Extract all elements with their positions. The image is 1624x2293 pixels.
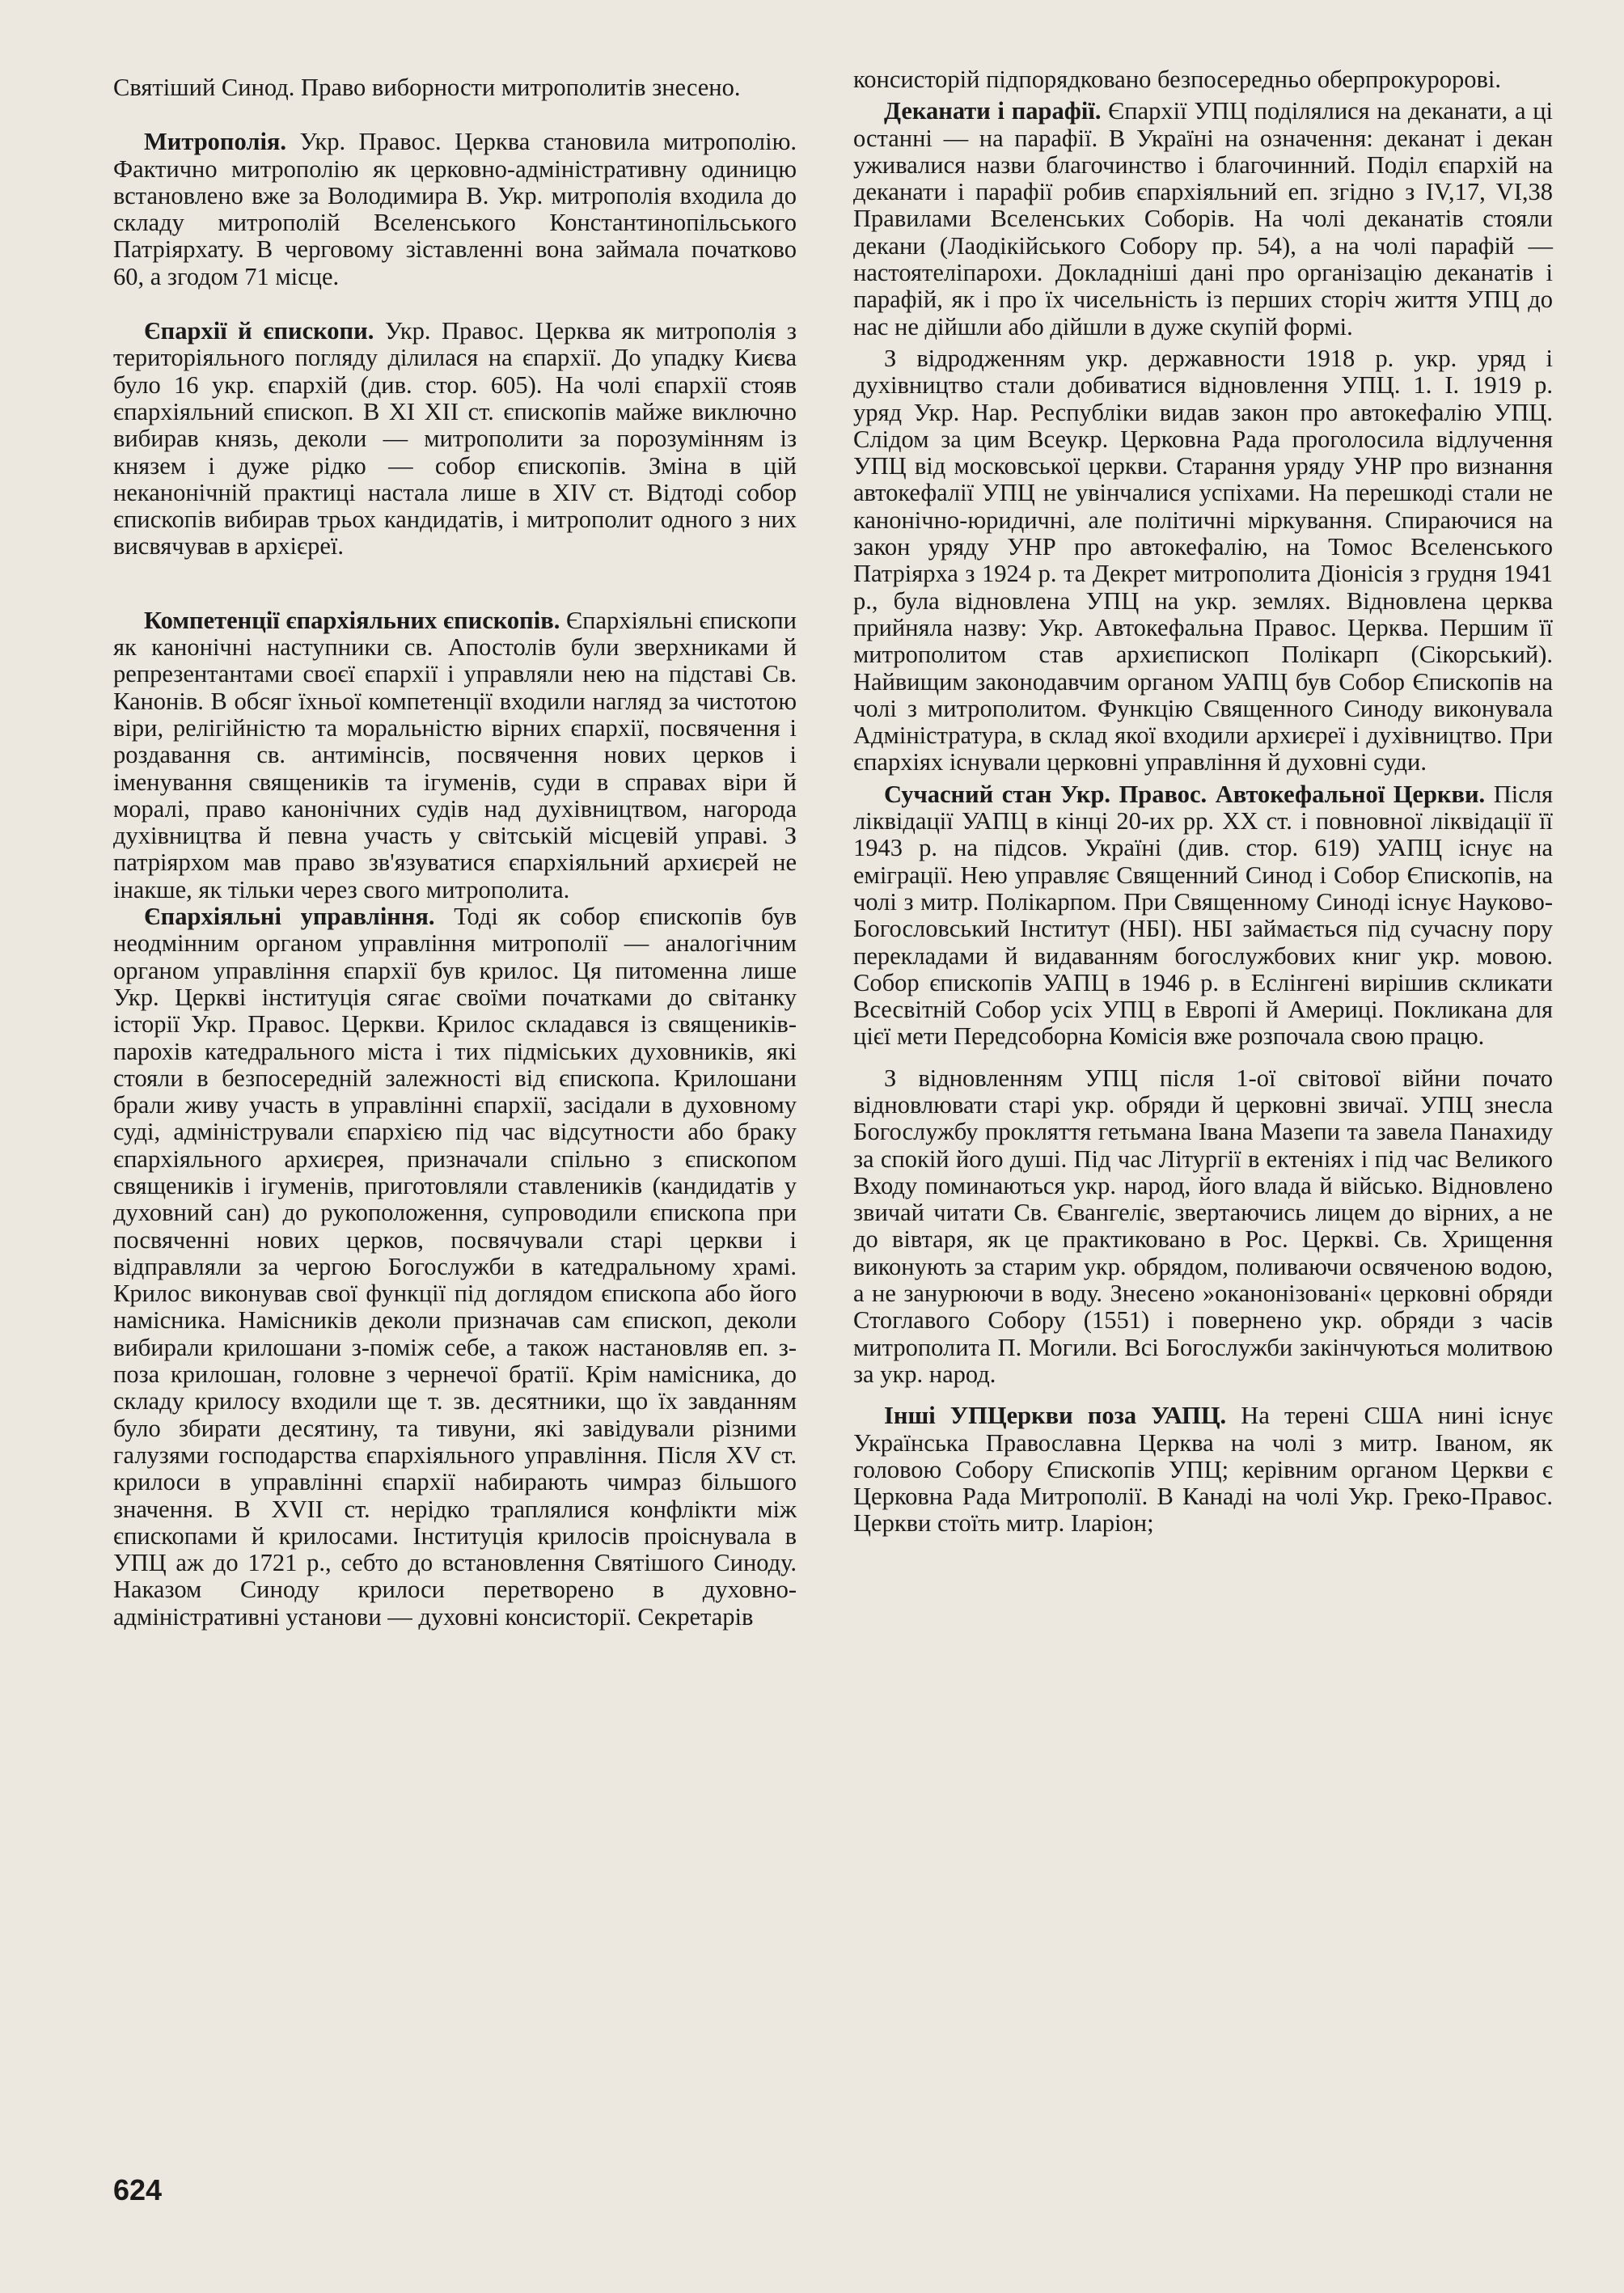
paragraph-deaneries — [853, 98, 1553, 341]
paragraph-consistories: консисторій підпорядковано безпосередньо оберпрокуророві. — [853, 66, 1501, 93]
text-eparchies: Укр. Правос. Церква як митрополія з територіяльного погляду ділилася на єпархії. До упадку Києва було 16 укр. єпархій (див. стор. 605). На чолі єпархії стояв єпархіяльний єпископ. В XI XII ст. єпископів майже виключно вибирав князь, деколи — митрополити за порозумінням із князем і дуже рідко — собор єпископів. Зміна в цій неканонічній практиці настала лише в XIV ст. Відтоді собор єпископів вибирав трьох кандидатів, і митрополит одного з них висвячував в архієреї. — [113, 317, 797, 561]
left-column — [113, 74, 797, 1631]
paragraph-synod: Святіший Синод. Право виборности митрополитів знесено. — [113, 74, 741, 101]
page-number: 624 — [113, 2173, 163, 2206]
heading-eparchial-admin: Єпархіяльні управління. — [144, 903, 435, 931]
paragraph-competences — [113, 607, 797, 903]
text-current-state: Після ліквідації УАПЦ в кінці 20-их рр. XX ст. і повновної ліквідації її 1943 р. на підсов. Україні (див. стор. 619) УАПЦ існує на еміграції. Нею управляє Священний Синод і Собор Єпископів, на чолі з митр. Полікарпом. При Священному Синоді існує Науково-Богословський Інститут (НБІ). НБІ займається під сучасну пору перекладами й видаванням богослужбових книг укр. мовою. Собор єпископів УАПЦ в 1946 р. в Еслінгені вирішив скликати Всесвітній Собор усіх УПЦ в Европі й Америці. Покликана для цієї мети Передсоборна Комісія вже розпочала свою працю. — [853, 780, 1553, 1051]
right-column — [853, 66, 1553, 1538]
text-eparchial-admin: Тоді як собор єпископів був неодмінним органом управління митрополії — аналогічним органом управління єпархії був крилос. Ця питоменна лише Укр. Церкві інституція сягає своїми початками до світанку історії Укр. Правос. Церкви. Крилос складався із священиків-парохів катедрального міста і тих підміських духовників, які стояли в безпосередній залежності від єпископа. Крилошани брали живу участь в управлінні єпархії, засідали в духовному суді, адміністрували єпархією під час відсутности або браку єпархіяльного архиєрея, призначали спільно з єпископом священиків і ігуменів, приготовляли ставлеників (кандидатів у духовний сан) до рукоположення, супроводили єпископа при посвяченні нових церков, посвячували старі церкви і відправляли за чергою Богослужби в катедральному храмі. Крилос виконував свої функції під доглядом єпископа або його намісника. Намісників деколи призначав сам єпископ, деколи вибирали крилошани з-поміж себе, а також настановляв еп. з-поза крилошан, головне з чернечої братії. Крім намісника, до складу крилосу входили ще т. зв. десятники, що їх завданням було збирати десятину, та тивуни, які завідували різними галузями господарства єпархіяльного управління. Після XV ст. крилоси в управлінні єпархії набирають чимраз більшого значення. В XVII ст. нерідко траплялися конфлікти між єпископами й крилосами. Інституція крилосів проіснувала в УПЦ аж до 1721 р., себто до встановлення Святішого Синоду. Наказом Синоду крилоси перетворено в духовно-адміністративні установи — духовні консисторії. Секретарів — [113, 903, 797, 1631]
heading-competences: Компетенції єпархіяльних єпископів. — [144, 606, 560, 634]
paragraph-metropoly — [113, 129, 797, 290]
heading-other-churches: Інші УПЦеркви поза УАПЦ. — [884, 1402, 1227, 1430]
heading-eparchies: Єпархії й єпископи. — [144, 317, 374, 345]
text-other-churches: На терені США нині існує Українська Православна Церква на чолі з митр. Іваном, як головою Собору Єпископів УПЦ; керівним органом Церкви є Церковна Рада Митрополії. В Канаді на чолі Укр. Греко-Правос. Церкви стоїть митр. Іларіон; — [853, 1402, 1553, 1538]
paragraph-revival: З відродженням укр. державности 1918 р. укр. уряд і духівництво стали добиватися відновлення УПЦ. 1. I. 1919 р. уряд Укр. Нар. Республіки видав закон про автокефалію УПЦ. Слідом за цим Всеукр. Церковна Рада проголосила відлучення УПЦ від московської церкви. Старання уряду УНР про визнання автокефалії УПЦ не увінчалися успіхами. На перешкоді стали не канонічно-юридичні, але політичні міркування. Спираючися на закон уряду УНР про автокефалію, на Томос Вселенського Патріярха з 1924 р. та Декрет митрополита Діонісія з грудня 1941 р., була відновлена УПЦ на укр. землях. Відновлена церква прийняла назву: Укр. Автокефальна Правос. Церква. Першим її митрополитом став архиєпископ Полікарп (Сікорський). Найвищим законодавчим органом УАПЦ був Собор Єпископів на чолі з митрополитом. Функцію Священного Синоду виконувала Адміністратура, в склад якої входили архиєреї і духівництво. При єпархіях існували церковні управління й духовні суди. — [853, 344, 1553, 776]
heading-current-state: Сучасний стан Укр. Правос. Автокефальної Церкви. — [884, 780, 1486, 808]
text-competences: Єпархіяльні єпископи як канонічні наступники св. Апостолів були зверхниками й репрезентантами своєї єпархії і управляли нею на підставі Св. Канонів. В обсяг їхньої компетенції входили нагляд за чистотою віри, релігійністю та моральністю вірних єпархії, посвячення і роздавання св. антимінсів, посвячення нових церков і іменування священиків та ігуменів, суди в справах віри й моралі, право канонічних судів над духівництвом, нагорода духівництва й певна участь у світській місцевій управі. З патріярхом мав право зв'язуватися єпархіяльний архиєрей не інакше, як тільки через свого митрополита. — [113, 606, 797, 903]
paragraph-current-state — [853, 781, 1553, 1051]
text-deaneries: Єпархії УПЦ поділялися на деканати, а ці останні — на парафії. В Україні на означення: деканат і декан уживалися назви благочинство і благочинний. Поділ єпархій на деканати і парафії робив єпархіяльний еп. згідно з IV,17, VI,38 Правилами Вселенських Соборів. На чолі деканатів стояли декани (Лаодікійського Собору пр. 54), а на чолі парафій — настоятеліпарохи. Докладніші дані про організацію деканатів і парафій, як і про їх чисельність із перших сторіч життя УПЦ до нас не дійшли або дійшли в дуже скупій формі. — [853, 97, 1554, 341]
text-metropoly: Укр. Правос. Церква становила митрополію. Фактично митрополію як церковно-адміністративну одиницю встановлено вже за Володимира В. Укр. митрополія входила до складу митрополій Вселенського Константинопільського Патріярхату. В черговому зіставленні вона займала початково 60, а згодом 71 місце. — [113, 128, 797, 290]
paragraph-eparchies — [113, 318, 797, 561]
heading-deaneries: Деканати і парафії. — [884, 97, 1102, 125]
paragraph-other-churches — [853, 1402, 1553, 1537]
heading-metropoly: Митрополія. — [144, 128, 287, 156]
paragraph-eparchial-admin — [113, 903, 797, 1631]
paragraph-rites: З відновленням УПЦ після 1-ої світової війни почато відновлювати старі укр. обряди й церковні звичаї. УПЦ знесла Богослужбу прокляття гетьмана Івана Мазепи та завела Панахиду за спокій його душі. Під час Літургії в ектеніях і під час Великого Входу поминаються укр. народ, його влада й військо. Відновлено звичай читати Св. Євангеліє, звертаючись лицем до вірних, а не до вівтаря, як це практиковано в Рос. Церкві. Св. Хрищення виконують за старим укр. обрядом, поливаючи освяченою водою, а не занурюючи в воду. Знесено »оканонізовані« церковні обряди Стоглавого Собору (1551) і повернено укр. обряди з часів митрополита П. Могили. Всі Богослужби закінчуються молитвою за укр. народ. — [853, 1064, 1553, 1388]
